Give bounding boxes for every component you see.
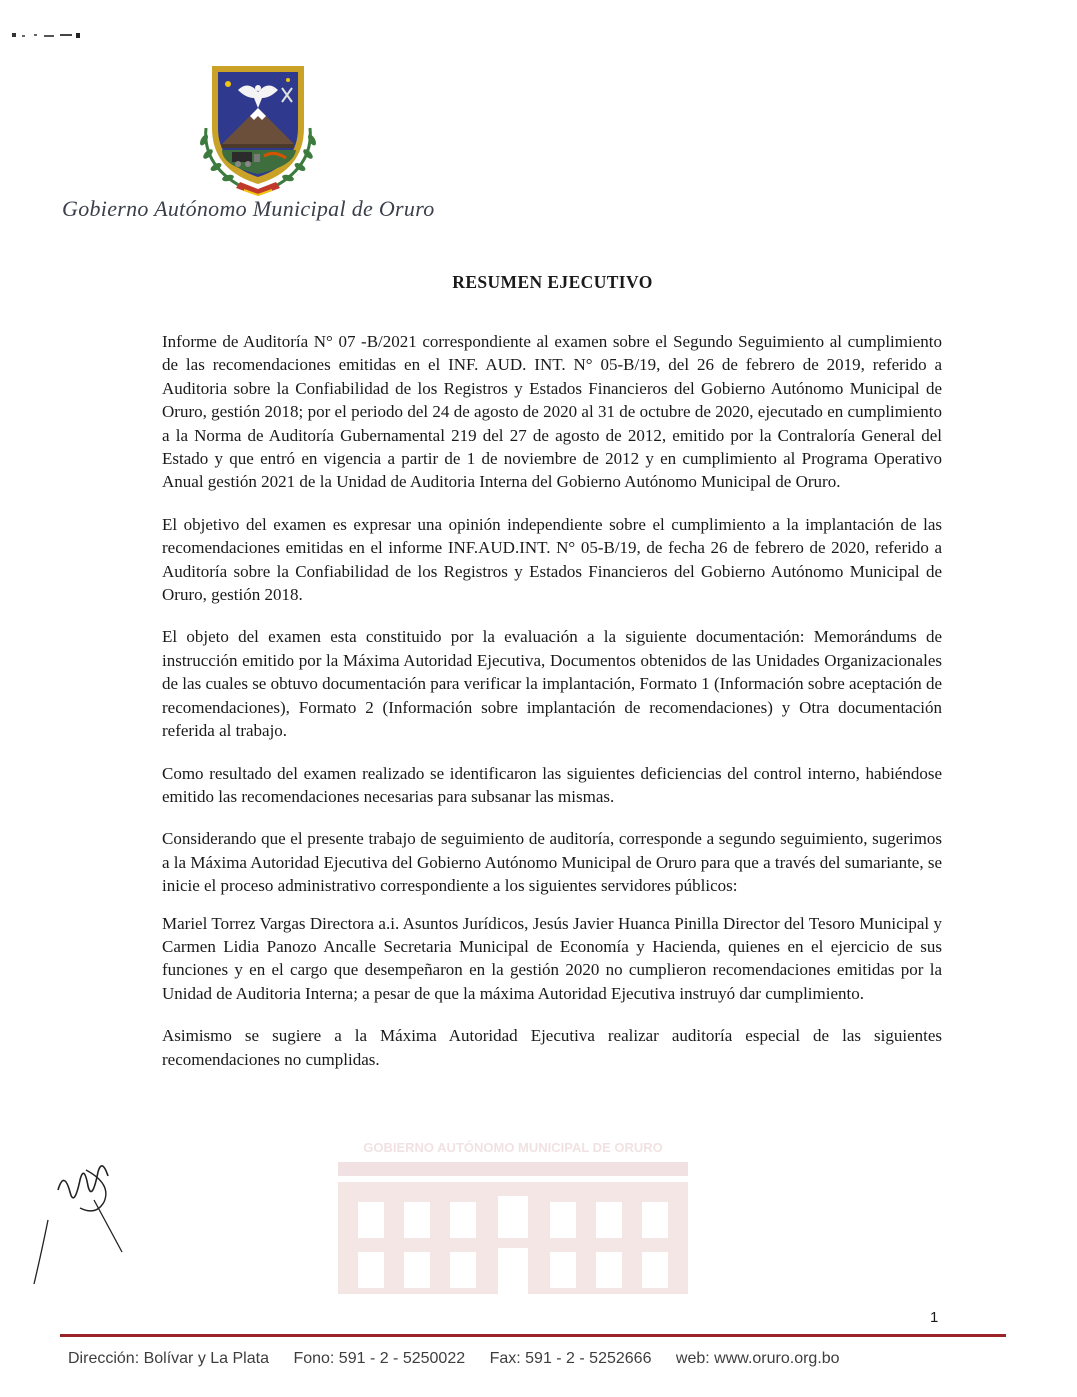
watermark-text: GOBIERNO AUTÓNOMO MUNICIPAL DE ORURO <box>363 1140 663 1155</box>
footer-divider <box>60 1334 1006 1337</box>
municipal-coat-of-arms-logo <box>192 58 324 198</box>
paragraph-objetivo: El objetivo del examen es expresar una opinión independiente sobre el cumplimiento a la implantación de las recomendaciones emitidas en el informe INF.AUD.INT. N° 05-B/19, de fecha 26 de febrero de 2020, referido a Auditoría sobre la Confiabilidad de los Registros y Estados Financieros del Gobierno Autónomo Municipal de Oruro, gestión 2018. <box>162 514 942 605</box>
paragraph-servidores: Mariel Torrez Vargas Directora a.i. Asuntos Jurídicos, Jesús Javier Huanca Pinilla Director del Tesoro Municipal y Carmen Lidia Panozo Ancalle Secretaria Municipal de Economía y Hacienda, quienes en el ejercicio de sus funciones y en el cargo que desempeñaron en la gestión 2020 no cumplieron recomendaciones emitidas por la Unidad de Auditoria Interna; a pesar de que la máxima Autoridad Ejecutiva instruyó dar cumplimiento. <box>162 913 942 1003</box>
paragraph-objeto: El objeto del examen esta constituido por la evaluación a la siguiente documentación: Memorándums de instrucción emitido por la Máxima Autoridad Ejecutiva, Documentos obtenidos de las Unidades Organizacionales de las cuales se obtuvo documentación para verificar la implantación, Formato 1 (Información sobre aceptación de recomendaciones), Formato 2 (Información sobre implantación de recomendaciones) y Otra documentación referida al trabajo. <box>162 627 942 741</box>
organization-name: Gobierno Autónomo Municipal de Oruro <box>62 196 435 221</box>
footer-address: Dirección: Bolívar y La Plata <box>68 1350 269 1367</box>
document-title-text: RESUMEN EJECUTIVO <box>452 272 653 292</box>
paragraph-resultado: Como resultado del examen realizado se identificaron las siguientes deficiencias del control interno, habiéndose emitido las recomendaciones necesarias para subsanar las mismas. <box>162 763 942 806</box>
paragraph-asimismo: Asimismo se sugiere a la Máxima Autoridad Ejecutiva realizar auditoría especial de las siguientes recomendaciones no cumplidas. <box>162 1026 942 1069</box>
footer <box>68 1350 1018 1368</box>
footer-web: web: www.oruro.org.bo <box>675 1350 840 1367</box>
page-number: 1 <box>930 1309 939 1326</box>
document-body <box>162 330 942 1090</box>
footer-phone: Fono: 591 - 2 - 5250022 <box>293 1350 466 1367</box>
footer-fax: Fax: 591 - 2 - 5252666 <box>489 1350 652 1367</box>
document-title <box>0 272 1077 293</box>
scan-marks <box>12 30 82 40</box>
building-watermark <box>318 1132 708 1300</box>
handwritten-signature <box>28 1150 138 1290</box>
paragraph-informe: Informe de Auditoría N° 07 -B/2021 correspondiente al examen sobre el Segundo Seguimiento al cumplimiento de las recomendaciones emitidas en el INF. AUD. INT. N° 05-B/19, del 26 de febrero de 2019, referido a Auditoria sobre la Confiabilidad de los Registros y Estados Financieros del Gobierno Autónomo Municipal de Oruro, gestión 2018; por el periodo del 24 de agosto de 2020 al 31 de octubre de 2020, ejecutado en cumplimiento a la Norma de Auditoría Gubernamental 219 del 27 de agosto de 2012, emitido por la Contraloría General del Estado y que entró en vigencia a partir de 1 de noviembre de 2012 y en cumplimiento al Programa Operativo Anual gestión 2021 de la Unidad de Auditoria Interna del Gobierno Autónomo Municipal de Oruro. <box>162 332 942 492</box>
paragraph-considerando: Considerando que el presente trabajo de seguimiento de auditoría, corresponde a segundo seguimiento, sugerimos a la Máxima Autoridad Ejecutiva del Gobierno Autónomo Municipal de Oruro para que a través del sumariante, se inicie el proceso administrativo correspondiente a los siguientes servidores públicos: <box>162 829 942 896</box>
